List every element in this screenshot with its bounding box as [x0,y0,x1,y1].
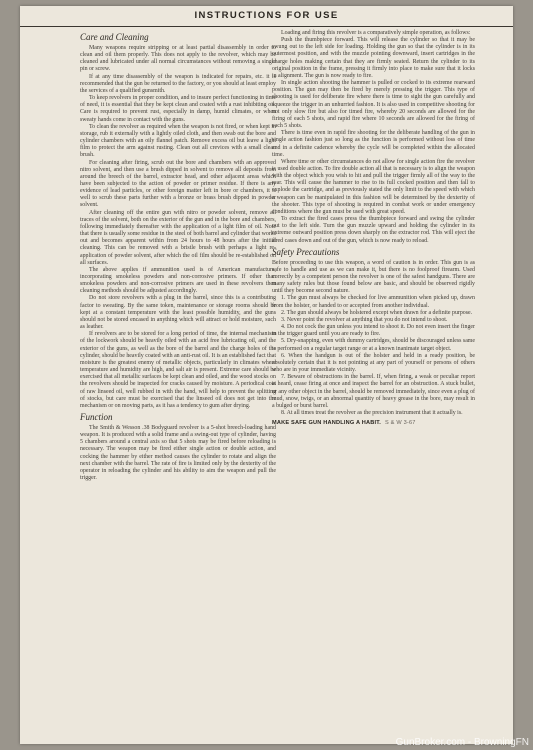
heading-function: Function [80,411,113,422]
watermark: GunBroker.com - BrowningFN [395,737,529,748]
safety-rule: 3. Never point the revolver at anything that you do not intend to shoot. [281,316,448,323]
paragraph: Push the thumbpiece forward. This will release the cylinder so that it may be swung out to the left side for loading. Holding the gun so that the cylinder is in its outermost position, and with the muzzle pointing downward, insert cartridges in the charge holes making certain that they are firmly seated. Return the cylinder to its original position in the frame, pressing it firmly into place to make sure that it locks in alignment. The gun is now ready to fire. [272,37,475,79]
paragraph: Many weapons require stripping or at least partial disassembly in order to clean and oil them properly. This does not apply to the revolver, which may be cleaned and lubricated under all normal circumstances without removing a single pin or screw. [80,45,276,73]
paragraph: In single action shooting the hammer is pulled or cocked to its extreme rearward position. The gun may then be fired by merely pressing the trigger. This type of shooting is used for deliberate fire where there is time to sight the gun carefully and squeeze the trigger in an unhurried fashion. It is also used in competitive shooting for not only slow fire but also for timed fire, whereby 20 seconds are allowed for the firing of each 5 shots, and rapid fire where 10 seconds are allowed for the firing of each 5 shots. [272,80,475,130]
paragraph: If at any time disassembly of the weapon is indicated for repairs, etc. it is recommended that the gun be returned to the factory, or you should at least employ the services of a qualified gunsmith. [80,73,276,94]
right-column [272,30,475,735]
safety-rule: 7. Beware of obstructions in the barrel. If, when firing, a weak or peculiar report is heard, cease firing at once and inspect the barrel for an obstruction. A stuck bullet, or any other object in the barrel, should be removed immediately, since even a plug of mud, snow, twigs, or an abnormal quantity of heavy grease in the bore, may result in a bulged or burst barrel. [272,374,475,409]
heading-care-and-cleaning: Care and Cleaning [80,32,149,42]
paragraph: Loading and firing this revolver is a comparatively simple operation, as follows: [281,30,471,36]
footer-text: MAKE SAFE GUN HANDLING A HABIT. [272,420,381,427]
paragraph: For cleaning after firing, scrub out the bore and chambers with an approved nitro solvent, and then use a brush dipped in solvent to remove all deposits from around the breech of the barrel, extractor head, and other adjacent areas which have been subjected to the action of powder or primer residue. If there is any evidence of lead particles, or other foreign matter left in bore or chambers, it is well to scrub these parts further with a bronze or brass brush dipped in powder solvent. [80,159,276,209]
paragraph: If revolvers are to be stored for a long period of time, the internal mechanism of the lockwork should be heavily oiled with an acid free lubricating oil, and the exterior of the guns, as well as the bore of the barrel and the charge holes of the cylinder, should be heavily coated with an anti-rust oil. It is an established fact that moisture is the greatest enemy of metallic objects, particularly in climates where temperature and humidity are high, and salt air is present. Extreme care should be exercised that all metallic surfaces be kept clean and oiled, and the wood stocks on the revolvers should be inspected for cracks caused by moisture. A periodical coat of raw linseed oil, well rubbed in with the hand, will help to prevent the splitting of stocks, but care must be exercised that the linseed oil does not get into the mechanism or on moving parts, as it has a tendency to gum after drying. [80,331,276,409]
safety-rule: 4. Do not cock the gun unless you intend to shoot it. Do not even insert the finger in the trigger guard until you are ready to fire. [272,324,475,338]
heading-safety-precautions: Safety Precautions [272,246,340,257]
left-column [80,30,276,735]
safety-rule: 1. The gun must always be checked for live ammunition when picked up, drawn from the holster, or handed to or accepted from another individual. [272,295,475,309]
paragraph: Do not store revolvers with a plug in the barrel, since this is a contributing factor to sweating. By the same token, maintenance or storage rooms should be kept at a constant temperature with the least possible humidity, and the guns should not be stored encased in anything which will attract or hold moisture, such as leather. [80,295,276,331]
paragraph: The above applies if ammunition used is of American manufacture, incorporating smokeless powders and non-corrosive primers. If other than smokeless powders and non-corrosive primers are used in these revolvers then cleaning methods should be adjusted accordingly. [80,266,276,295]
paragraph: The Smith & Wesson .38 Bodyguard revolver is a 5-shot breech-loading hand weapon. It is produced with a solid frame and a swing-out type of cylinder, having 5 chambers around a central axis so that 5 shots may be fired before reloading is necessary. The weapon may be fired either single action or double action, and cocking the hammer by either method causes the cylinder to rotate and align the next chamber with the barrel. The rate of fire is limited only by the dexterity of the operator in reloading the cylinder and his ability to aim the weapon and pull the trigger. [80,424,276,482]
safety-rule: 8. At all times treat the revolver as the precision instrument that it actually is. [281,409,463,416]
footer-code: S & W 3-67 [384,420,416,427]
safety-rule: 5. Dry-snapping, even with dummy cartridges, should be discouraged unless same is performed on a regular target range or at a known inanimate target object. [272,338,475,352]
safety-rule: 6. When the handgun is out of the holster and held in a ready position, be absolutely certain that it is not pointing at any part of yourself or persons of others who are in your immediate vicinity. [272,352,475,374]
paragraph: Where time or other circumstances do not allow for single action fire the revolver is used double action. To fire double action all that is necessary is to align the weapon with the object which you wish to hit and pull the trigger firmly all of the way to the rear. This will cause the hammer to rise to its full cocked position and then fall to explode the cartridge, and as previously stated the only limit to the speed with which a weapon can be manipulated in this fashion will be determined by the dexterity of the shooter. This type of shooting is required in combat work or under emergency conditions where the gun must be used with great speed. [272,158,475,215]
paragraph: After cleaning off the entire gun with nitro or powder solvent, remove all traces of the solvent, both on the exterior of the gun and in the bore and chambers, following immediately thereafter with the application of a light film of oil. Note that there is usually some residue in the steel of both barrel and cylinder that works out and becomes apparent within from 24 hours to 48 hours after the initial cleaning. This can be removed with a bristle brush with perhaps a light re-application of powder solvent, after which the oil film should be re-established on all surfaces. [80,209,276,266]
footer-slogan [272,420,475,427]
paragraph: There is time even in rapid fire shooting for the deliberate handling of the gun in single action fashion just so long as the function is performed without loss of time and in a definite cadence whereby the cycle will be completed within the allocated time. [272,130,475,158]
paragraph: To keep revolvers in proper condition, and to insure perfect functioning in time of need, it is essential that they be kept clean and coated with a rust inhibiting oil. Care is required to prevent rust, especially in damp, humid climates, or when sweaty hands come in contact with the guns. [80,95,276,123]
paragraph: To clean the revolver as required when the weapon is not fired, or when kept in storage, rub it externally with a lightly oiled cloth, and then swab out the bore and cylinder chambers with an oily flannel patch. Remove excess oil but leave a light film to protect the arm against rusting. Clean out all crevices with a small clean brush. [80,123,276,159]
instruction-sheet [20,6,513,744]
paragraph: Before proceeding to use this weapon, a word of caution is in order. This gun is as safe to handle and use as we can make it, but there is no foolproof firearm. Used correctly by a competent person the revolver is one of the safest handguns. There are many safety rules but those found below are basic, and should be observed rigidly until they become second nature. [272,259,475,295]
safety-rule: 2. The gun should always be holstered except when drawn for a definite purpose. [281,309,473,316]
page-title: INSTRUCTIONS FOR USE [20,6,513,27]
paragraph: To extract the fired cases press the thumbpiece forward and swing the cylinder out to the left side. Turn the gun muzzle upward and holding the cylinder in its extreme outward position press down sharply on the extractor rod. This will eject the fired cases down and out of the gun, which is now ready to reload. [272,216,475,244]
